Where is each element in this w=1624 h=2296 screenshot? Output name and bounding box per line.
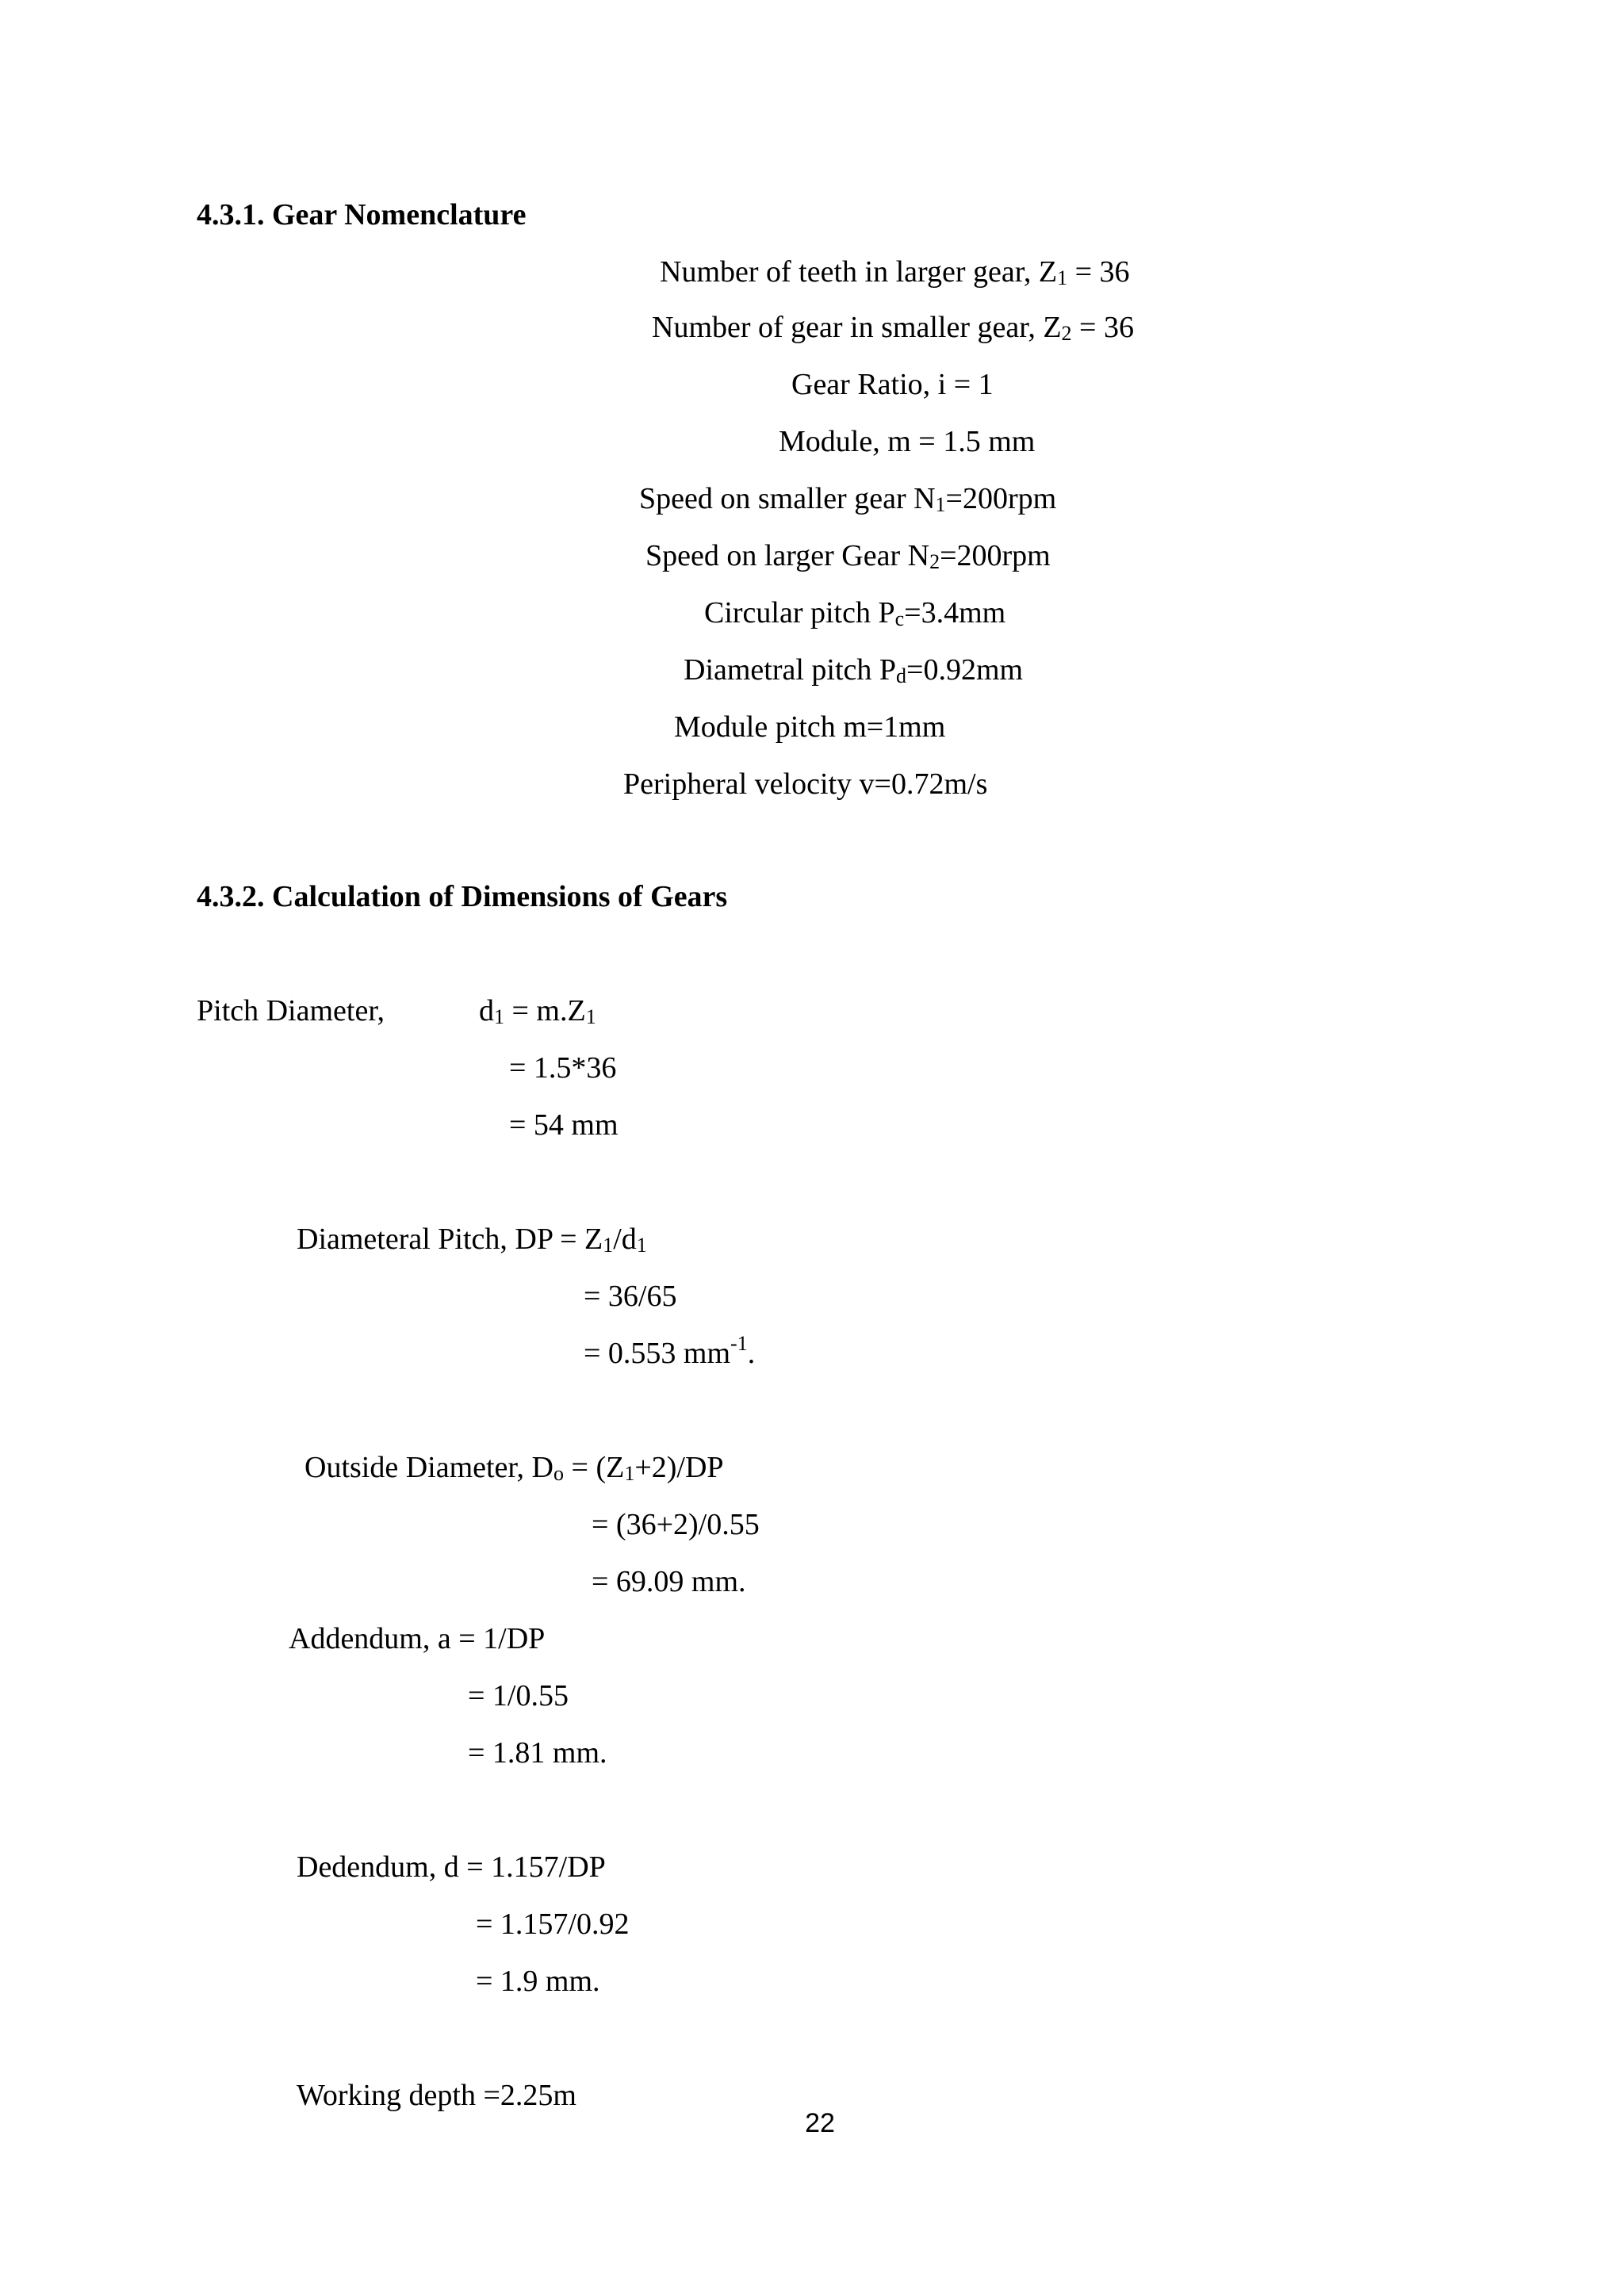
page-number: 22 (805, 2108, 835, 2138)
addendum-step-2: = 1.81 mm. (468, 1736, 607, 1770)
dedendum-step-2: = 1.9 mm. (476, 1965, 600, 1998)
dedendum-formula: Dedendum, d = 1.157/DP (297, 1850, 606, 1884)
section-heading-gear-nomenclature: 4.3.1. Gear Nomenclature (197, 198, 527, 232)
circular-pitch: Circular pitch $P_c=3.4mm$ (704, 596, 1006, 630)
teeth-smaller-gear: Number of gear in smaller gear, $Z_2 = 36$ (652, 311, 1134, 345)
speed-smaller-gear: Speed on smaller gear $N_1=200rpm$ (639, 482, 1057, 516)
outside-diameter-step-1: = (36+2)/0.55 (592, 1508, 760, 1541)
pitch-diameter-formula: $d_1 = m.Z_1$ (479, 994, 596, 1028)
diametral-pitch: Diametral pitch $P_d=0.92mm$ (684, 653, 1024, 687)
outside-diameter-step-2: = 69.09 mm. (592, 1565, 746, 1598)
section-heading-gear-dimensions: 4.3.2. Calculation of Dimensions of Gears (197, 880, 728, 913)
addendum-formula: Addendum, a = 1/DP (289, 1622, 546, 1655)
dedendum-step-1: = 1.157/0.92 (476, 1908, 630, 1941)
diameteral-pitch-step-1: = 36/65 (584, 1280, 677, 1313)
pitch-diameter-step-2: = 54 mm (509, 1108, 619, 1142)
diameteral-pitch-step-2: = 0.553 $mm^{-1}$. (584, 1332, 756, 1370)
diameteral-pitch-formula: Diameteral Pitch, DP = $Z_1/d_1$ (297, 1223, 647, 1257)
teeth-larger-gear: Number of teeth in larger gear, $Z_1 = 36$ (660, 255, 1130, 289)
pitch-diameter-label: Pitch Diameter, (197, 994, 385, 1027)
module-pitch: Module pitch m=1mm (674, 710, 946, 744)
addendum-step-1: = 1/0.55 (468, 1679, 569, 1712)
working-depth: Working depth =2.25m (297, 2079, 576, 2112)
speed-larger-gear: Speed on larger Gear $N_2=200rpm$ (645, 539, 1051, 573)
pitch-diameter-step-1: = 1.5*36 (509, 1051, 617, 1085)
peripheral-velocity: Peripheral velocity v=0.72m/s (623, 767, 988, 801)
outside-diameter-formula: Outside Diameter, $D_o = (Z_1+2)/DP$ (304, 1451, 724, 1485)
module-value: Module, m = 1.5 mm (779, 425, 1036, 458)
gear-ratio: Gear Ratio, i = 1 (791, 368, 994, 401)
